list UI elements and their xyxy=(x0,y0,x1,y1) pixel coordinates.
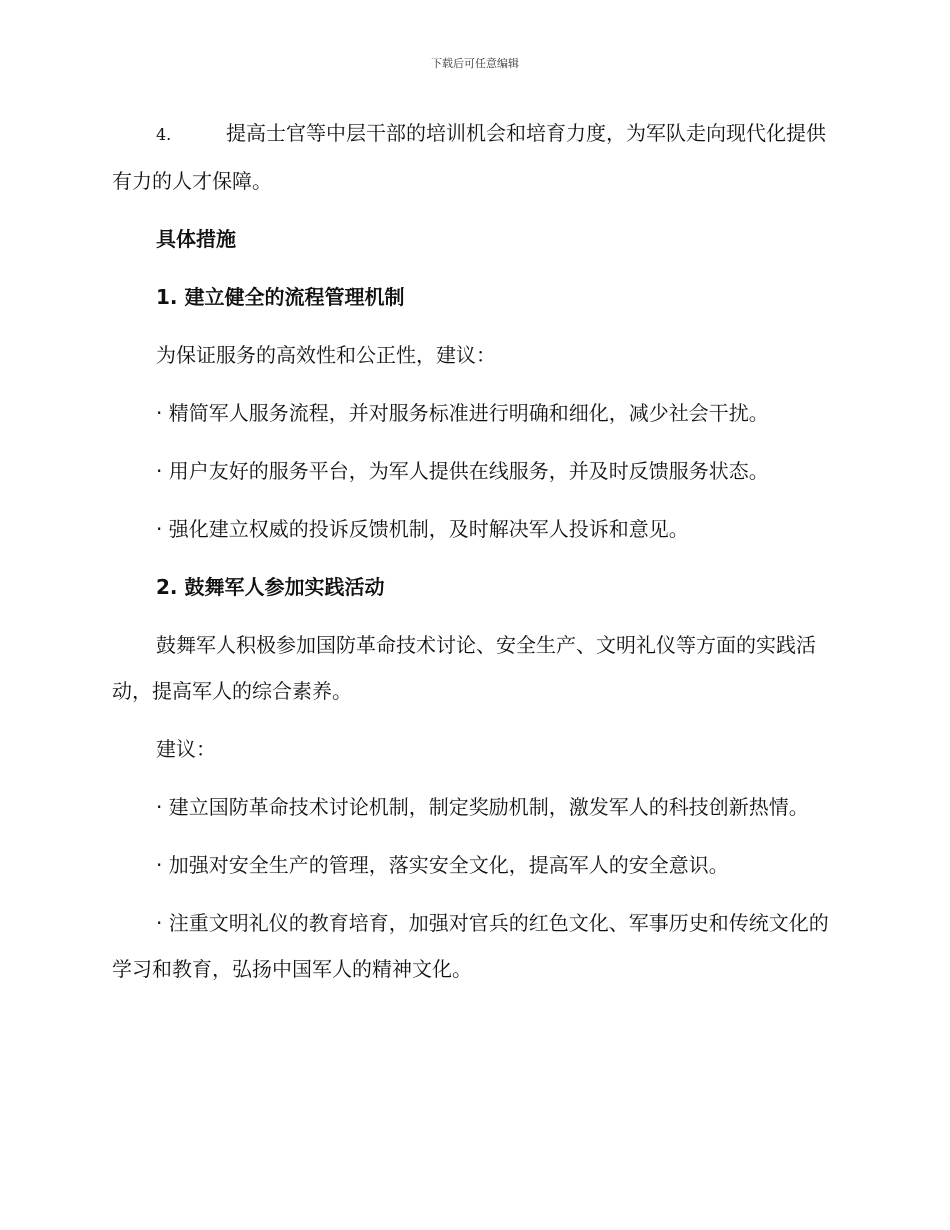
subsection-2-intro: 鼓舞军人积极参加国防革命技术讨论、安全生产、文明礼仪等方面的实践活动，提高军人的综合素养。 xyxy=(112,633,816,703)
list-item-4 xyxy=(112,110,838,204)
subsection-title-1: 1. 建立健全的流程管理机制 xyxy=(156,285,405,309)
subsection-title-2: 2. 鼓舞军人参加实践活动 xyxy=(156,575,385,599)
bullet-item: · 精简军人服务流程，并对服务标准进行明确和细化，减少社会干扰。 xyxy=(156,401,769,425)
list-item-text: 提高士官等中层干部的培训机会和培育力度，为军队走向现代化提供有力的人才保障。 xyxy=(112,121,826,193)
document-body xyxy=(112,110,838,1004)
list-number: 4. xyxy=(156,125,172,144)
bullet-item: · 建立国防革命技术讨论机制，制定奖励机制，激发军人的科技创新热情。 xyxy=(156,795,809,819)
page-header: 下载后可任意编辑 xyxy=(431,57,519,70)
bullet-item: · 注重文明礼仪的教育培育，加强对官兵的红色文化、军事历史和传统文化的学习和教育，弘扬中国军人的精神文化。 xyxy=(112,911,829,981)
bullet-item: · 用户友好的服务平台，为军人提供在线服务，并及时反馈服务状态。 xyxy=(156,459,769,483)
section-title: 具体措施 xyxy=(156,227,236,251)
bullet-item: · 加强对安全生产的管理，落实安全文化，提高军人的安全意识。 xyxy=(156,853,729,877)
suggestion-label: 建议： xyxy=(156,737,216,761)
subsection-1-intro: 为保证服务的高效性和公正性，建议： xyxy=(156,343,496,367)
bullet-item: · 强化建立权威的投诉反馈机制，及时解决军人投诉和意见。 xyxy=(156,517,689,541)
